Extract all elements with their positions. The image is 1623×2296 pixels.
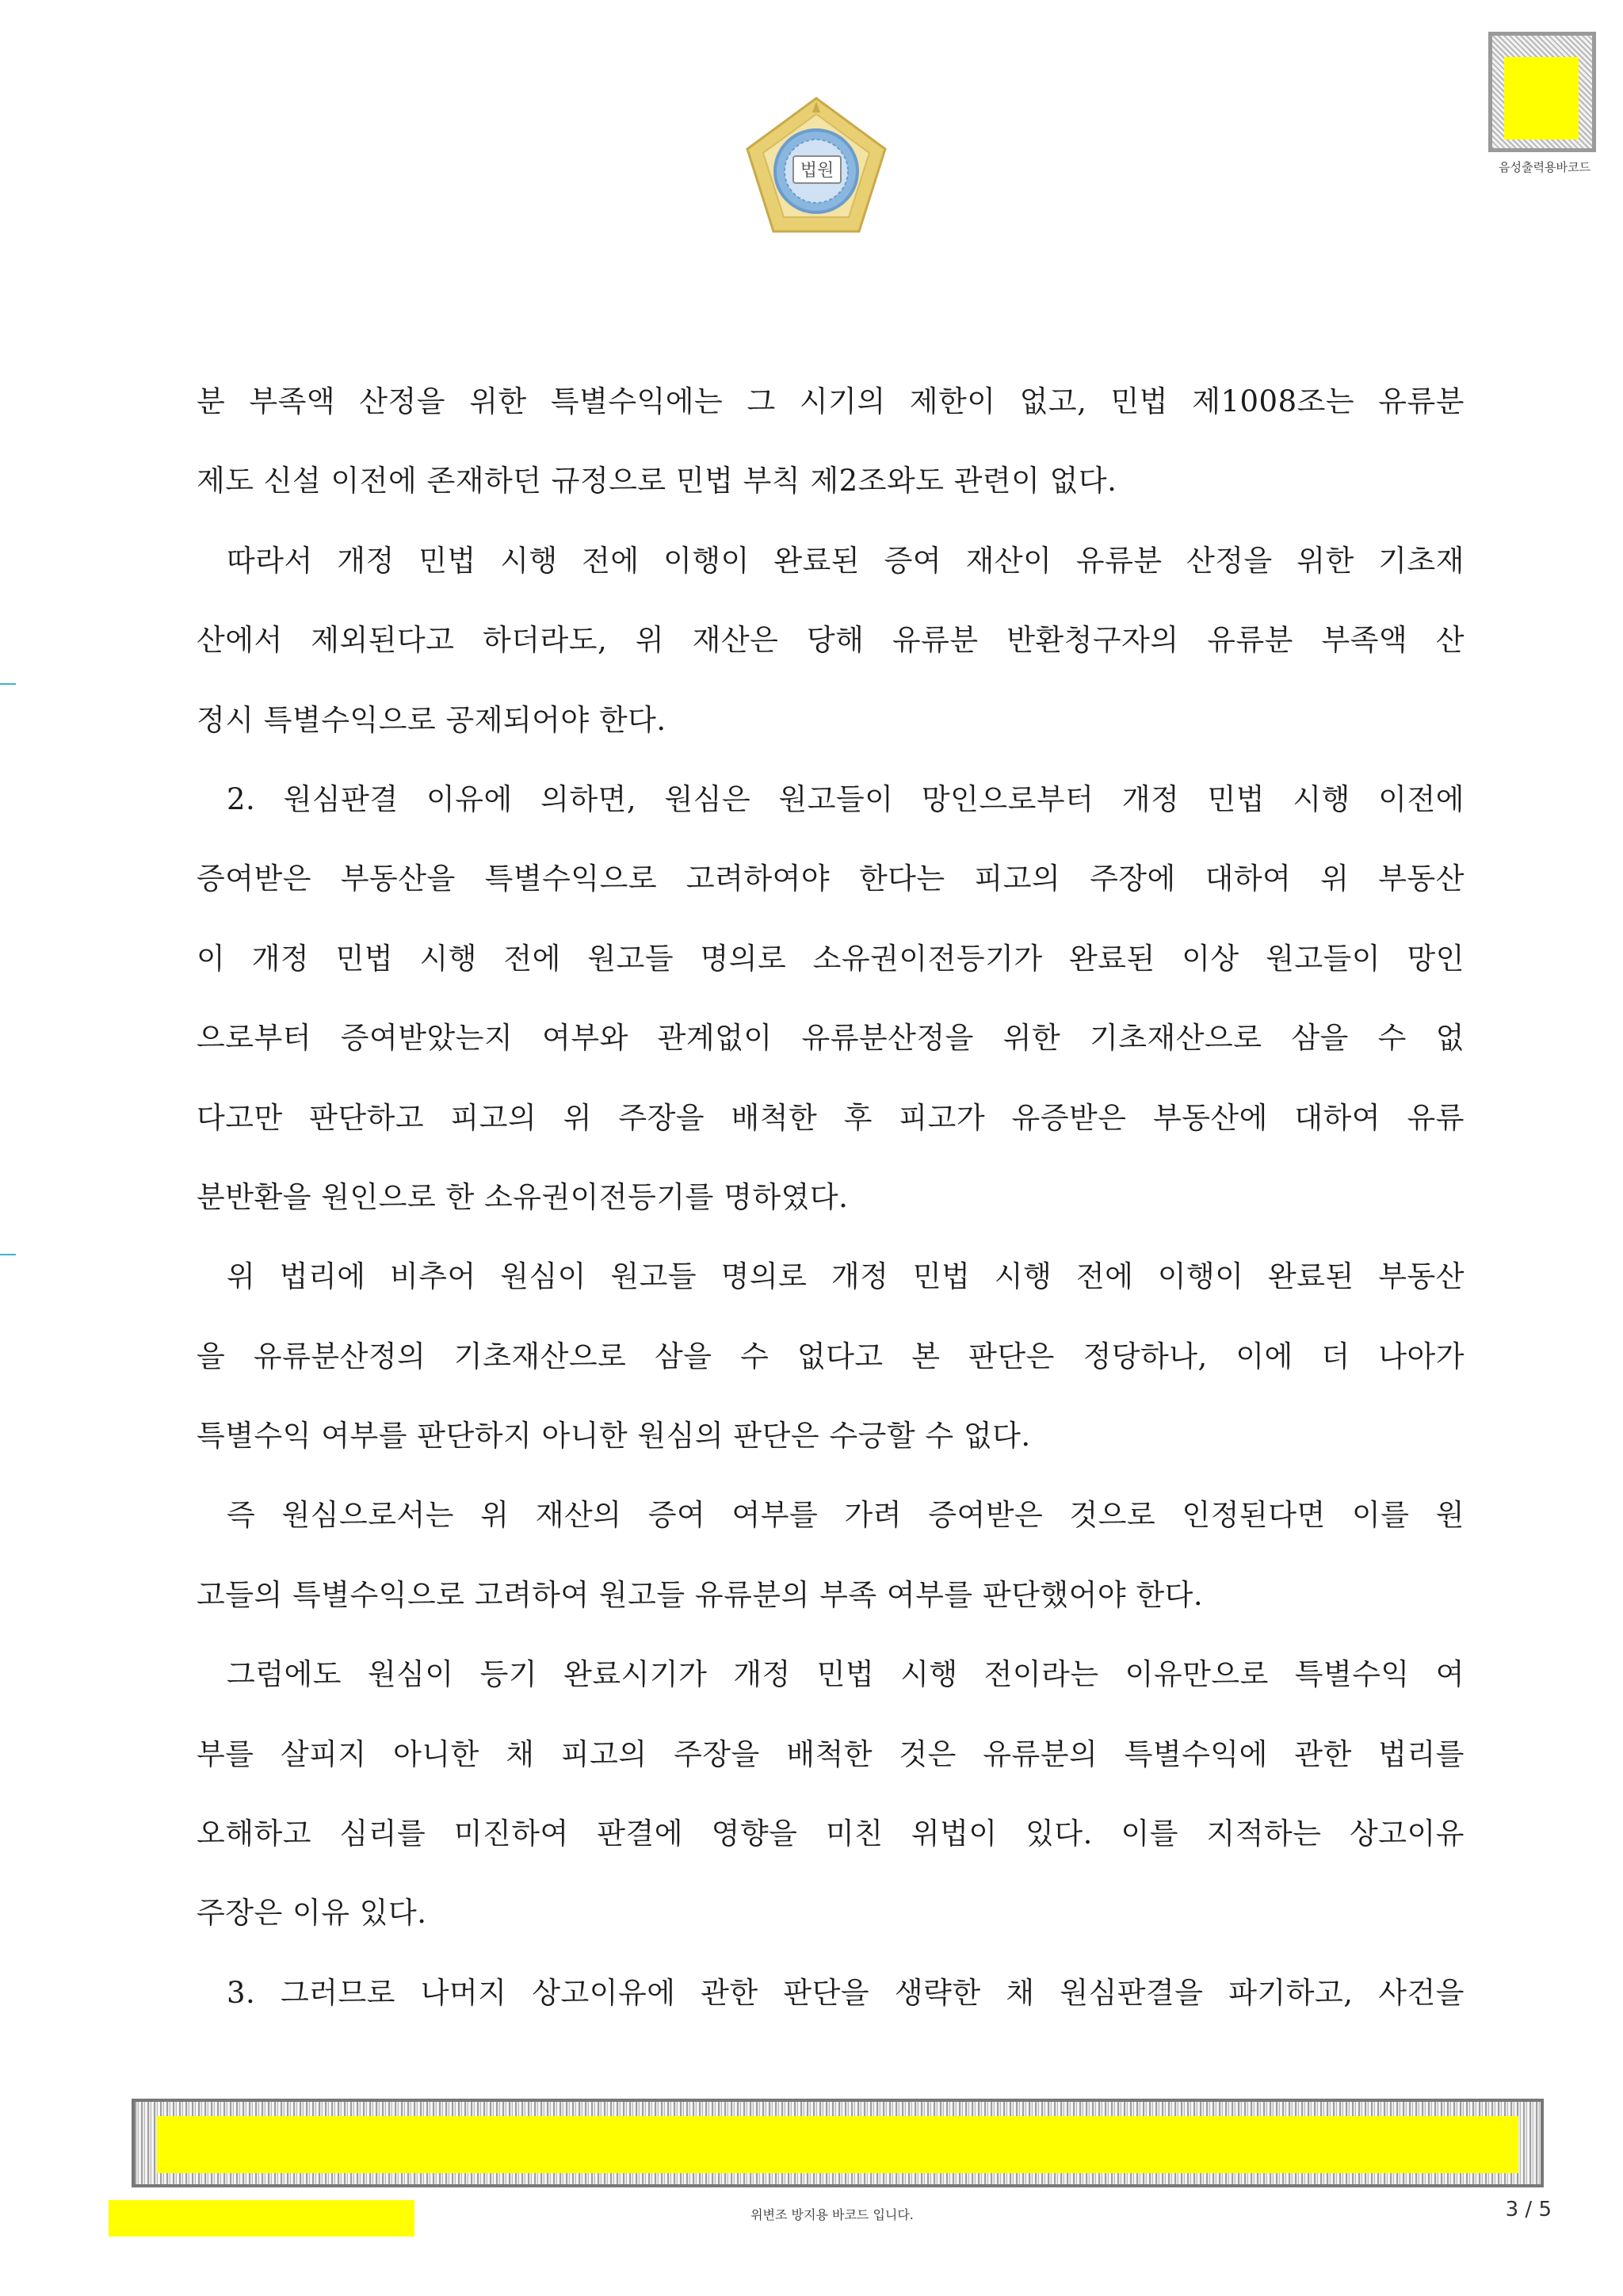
text-line: 을 유류분산정의 기초재산으로 삼을 수 없다고 본 판단은 정당하나, 이에 더 나아가: [197, 1339, 1465, 1373]
text-line: 이 개정 민법 시행 전에 원고들 명의로 소유권이전등기가 완료된 이상 원고들이 망인: [197, 941, 1465, 976]
text-line: 오해하고 심리를 미진하여 판결에 영향을 미친 위법이 있다. 이를 지적하는 상고이유: [197, 1817, 1465, 1851]
text-line: 고들의 특별수익으로 고려하여 원고들 유류분의 부족 여부를 판단했어야 한다.: [197, 1577, 1204, 1612]
text-line: 주장은 이유 있다.: [197, 1896, 427, 1931]
text-line: 위 법리에 비추어 원심이 원고들 명의로 개정 민법 시행 전에 이행이 완료된 부동산: [227, 1259, 1465, 1294]
text-line: 2. 원심판결 이유에 의하면, 원심은 원고들이 망인으로부터 개정 민법 시행 이전에: [227, 781, 1465, 816]
text-line: 따라서 개정 민법 시행 전에 이행이 완료된 증여 재산이 유류분 산정을 위한 기초재: [227, 543, 1465, 578]
text-line: 즉 원심으로서는 위 재산의 증여 여부를 가려 증여받은 것으로 인정된다면 이를 원: [227, 1498, 1465, 1533]
margin-tick: [0, 683, 16, 685]
footer-redaction: [109, 2200, 414, 2237]
text-line: 증여받은 부동산을 특별수익으로 고려하여야 한다는 피고의 주장에 대하여 위 부동산: [197, 861, 1465, 896]
margin-tick: [0, 1254, 16, 1255]
judgment-body: [197, 372, 1465, 2043]
barcode-caption: 음성출력용바코드: [1499, 160, 1591, 174]
text-line: 산에서 제외된다고 하더라도, 위 재산은 당해 유류분 반환청구자의 유류분 부족액 산: [197, 623, 1465, 658]
footer-caption: 위변조 방지용 바코드 입니다.: [750, 2207, 914, 2222]
text-line: 분 부족액 산정을 위한 특별수익에는 그 시기의 제한이 없고, 민법 제1008조는 유류분: [197, 384, 1465, 418]
text-line: 부를 살피지 아니한 채 피고의 주장을 배척한 것은 유류분의 특별수익에 관한 법리를: [197, 1736, 1465, 1771]
text-line: 정시 특별수익으로 공제되어야 한다.: [197, 702, 666, 737]
text-line: 특별수익 여부를 판단하지 아니한 원심의 판단은 수긍할 수 없다.: [197, 1419, 1031, 1454]
text-line: 다고만 판단하고 피고의 위 주장을 배척한 후 피고가 유증받은 부동산에 대하여 유류: [197, 1100, 1465, 1135]
barcode-redaction: [157, 2116, 1518, 2173]
text-line: 그럼에도 원심이 등기 완료시기가 개정 민법 시행 전이라는 이유만으로 특별수익 여: [227, 1657, 1465, 1692]
page-number: 3 / 5: [1505, 2198, 1552, 2222]
seal-label: 법원: [792, 155, 842, 184]
text-line: 3. 그러므로 나머지 상고이유에 관한 판단을 생략한 채 원심판결을 파기하고, 사건을: [227, 1975, 1465, 2010]
qr-redaction: [1504, 57, 1579, 139]
text-line: 으로부터 증여받았는지 여부와 관계없이 유류분산정을 위한 기초재산으로 삼을 수 없: [197, 1021, 1465, 1056]
text-line: 분반환을 원인으로 한 소유권이전등기를 명하였다.: [197, 1179, 849, 1214]
text-line: 제도 신설 이전에 존재하던 규정으로 민법 부칙 제2조와도 관련이 없다.: [197, 464, 1117, 499]
